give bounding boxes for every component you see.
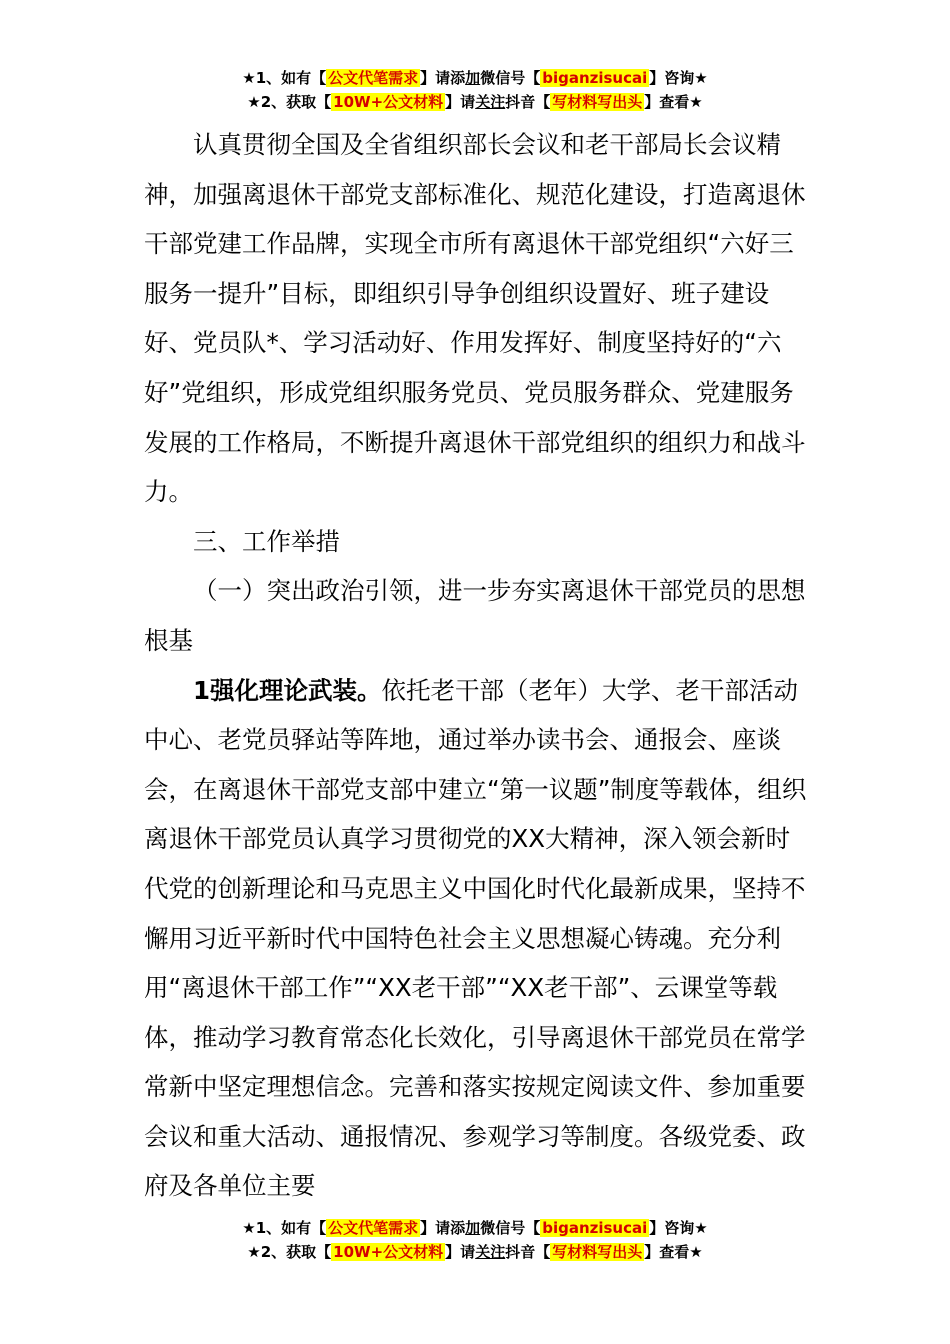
item-title: 1强化理论武装。	[193, 675, 382, 705]
star-icon: ★	[242, 69, 256, 87]
star-icon: ★	[689, 93, 703, 111]
paragraph	[144, 666, 809, 1212]
header-banner	[0, 66, 950, 114]
douyin-account: 写材料写出头	[552, 1243, 643, 1261]
star-icon: ★	[242, 1219, 256, 1237]
star-icon: ★	[247, 1243, 261, 1261]
banner-line-2: ★2、获取【 10W+公文材料 】请关注抖音【 写材料写出头 】查看★	[247, 93, 703, 111]
highlight-text: 公文代笔需求	[328, 1219, 419, 1237]
banner-line-2: ★2、获取【 10W+公文材料 】请关注抖音【 写材料写出头 】查看★	[247, 1243, 703, 1261]
wechat-id: biganzisucai	[542, 1219, 648, 1237]
star-icon: ★	[689, 1243, 703, 1261]
item-body: 依托老干部（老年）大学、老干部活动中心、老党员驿站等阵地，通过举办读书会、通报会、座谈会，在离退休干部党支部中建立“第一议题”制度等载体，组织离退休干部党员认真学习贯彻党的XX大精神，深入领会新时代党的创新理论和马克思主义中国化时代化最新成果，坚持不懈用习近平新时代中国特色社会主义思想凝心铸魂。充分利用“离退休干部工作”“XX老干部”“XX老干部”、云课堂等载体，推动学习教育常态化长效化，引导离退休干部党员在常学常新中坚定理想信念。完善和落实按规定阅读文件、参加重要会议和重大活动、通报情况、参观学习等制度。各级党委、政府及各单位主要	[144, 675, 807, 1201]
subsection-heading: （一）突出政治引领，进一步夯实离退休干部党员的思想根基	[144, 576, 806, 655]
star-icon: ★	[247, 93, 261, 111]
star-icon: ★	[694, 69, 708, 87]
section-heading: 三、工作举措	[193, 526, 340, 556]
highlight-text: 公文代笔需求	[328, 69, 419, 87]
douyin-account: 写材料写出头	[552, 93, 643, 111]
banner-line-1: ★1、如有【 公文代笔需求 】请添加微信号【 biganzisucai 】咨询★	[242, 69, 708, 87]
paragraph: 认真贯彻全国及全省组织部长会议和老干部局长会议精神，加强离退休干部党支部标准化、规范化建设，打造离退休干部党建工作品牌，实现全市所有离退休干部党组织“六好三服务一提升”目标，即组织引导争创组织设置好、班子建设好、党员队*、学习活动好、作用发挥好、制度坚持好的“六好”党组织，形成党组织服务党员、党员服务群众、党建服务发展的工作格局，不断提升离退休干部党组织的组织力和战斗力。	[144, 130, 806, 507]
document-body	[144, 120, 809, 1211]
star-icon: ★	[694, 1219, 708, 1237]
wechat-id: biganzisucai	[542, 69, 648, 87]
highlight-text: 10W+公文材料	[333, 1243, 444, 1261]
footer-banner	[0, 1216, 950, 1264]
highlight-text: 10W+公文材料	[333, 93, 444, 111]
banner-line-1: ★1、如有【 公文代笔需求 】请添加微信号【 biganzisucai 】咨询★	[242, 1219, 708, 1237]
